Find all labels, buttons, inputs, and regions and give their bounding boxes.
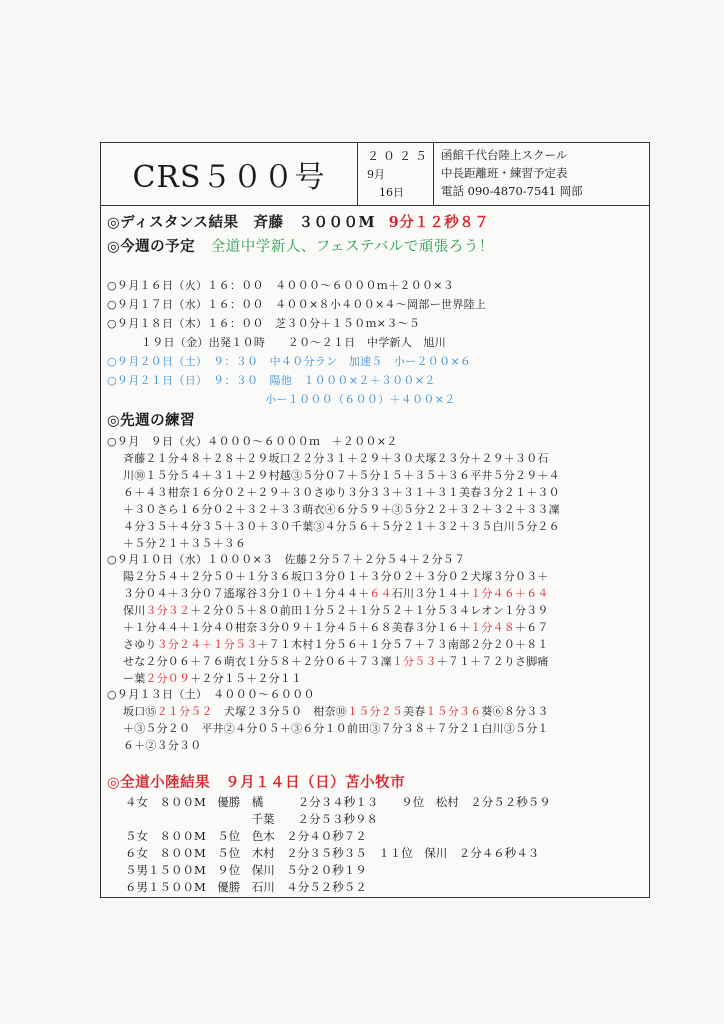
week-slogan: 全道中学新人、フェステバルで頑張ろう！ xyxy=(210,239,494,255)
schedule-line: ○９月１６日（火）１６：００ ４０００〜６０００ｍ＋２００×３ xyxy=(107,279,455,292)
result-row: 千葉 ２分５３秒９８ xyxy=(125,812,378,826)
session-line: ＋３０さら１６分０２＋３２＋３３萌衣④６分５９＋③５分２２＋３２＋３２＋３３凜 xyxy=(123,503,560,516)
schedule-line: 小ー１０００（６００）＋４００×２ xyxy=(107,393,456,406)
result-row: ５女 ８００M ５位 色木 ２分４０秒７２ xyxy=(125,829,367,843)
schedule-sheet xyxy=(100,142,650,898)
session-line: ６＋４３柑奈１６分０２＋２９＋３０さゆり３分３３＋３１＋３１美春３分２１＋３０ xyxy=(123,486,560,499)
header-table xyxy=(101,143,649,206)
issue-year: ２０２５ xyxy=(367,149,432,163)
schedule-line: １９日（金）出発１０時 ２０〜２１日 中学新人 旭川 xyxy=(107,336,446,349)
issue-day: 16日 xyxy=(379,186,404,199)
session-line: ＋５分２１＋３５＋３６ xyxy=(123,537,247,550)
session-line: ４分３５＋４分３５＋３０＋３０千葉③４分５６＋５分２１＋３２＋３５白川５分２６ xyxy=(123,520,560,533)
week-label: ◎今週の予定 xyxy=(107,238,196,255)
session-line: 保川３分３２＋２分０５＋８０前田１分５２＋１分５２＋１分５３４レオン１分３９ xyxy=(123,604,549,617)
session-line: ー葉２分０９＋２分１５＋２分１１ xyxy=(123,672,303,685)
session-line: 川⑩１５分５４＋３１＋２９村越③５分０７＋５分１５＋３５＋３６平井５分２９＋４ xyxy=(123,469,560,482)
session-line: 斉藤２１分４８＋２８＋２９坂口２２分３１＋２９＋３０犬塚２３分＋２９＋３０石 xyxy=(123,452,549,465)
session-line: ＋１分４４＋１分４０柑奈３分０９＋１分４５＋６８美春３分１６＋１分４８＋６７ xyxy=(123,621,549,634)
session-line: ＋③５分２０ 平井②４分０５＋③６分１０前田③７分３８＋７分２１白川③５分１ xyxy=(123,722,549,735)
session-line: 陽２分５４＋２分５０＋１分３６坂口３分０１＋３分０２＋３分０２犬塚３分０３＋ xyxy=(123,570,549,583)
result-row: ６女 ８００M ５位 木村 ２分３５秒３５ １１位 保川 ２分４６秒４３ xyxy=(125,846,540,860)
schedule-line: ○９月１７日（水）１６：００ ４００×８小４００×４〜岡部ー世界陸上 xyxy=(107,298,487,311)
distance-result xyxy=(107,211,489,232)
result-row: ６男１５００M 優勝 石川 ４分５２秒５２ xyxy=(125,880,367,894)
lastweek-heading: ◎先週の練習 xyxy=(107,412,196,429)
schedule-line: ○９月２０日（土） ９：３０ 中４０分ラン 加速５ 小ー２００×６ xyxy=(107,355,472,368)
result-row: ４女 ８００M 優勝 橘 ２分３４秒１３ ９位 松村 ２分５２秒５９ xyxy=(125,795,551,809)
session-heading: ○９月１３日（土） ４０００〜６０００ xyxy=(107,688,315,701)
issue-month: 9月 xyxy=(367,168,385,181)
schedule-line: ○９月２１日（日） ９：３０ 陽他 １０００×２＋３００×２ xyxy=(107,374,436,387)
session-line: ６＋②３分３０ xyxy=(123,739,202,752)
schedule-line: ○９月１８日（木）１６：００ 芝３０分＋１５０ｍ×３〜５ xyxy=(107,317,421,330)
org-name: 函館千代台陸上スクール xyxy=(441,148,568,162)
org-phone: 電話 090-4870-7541 岡部 xyxy=(441,184,583,198)
session-heading: ○９月１０日（水）１０００×３ 佐藤２分５７＋２分５４＋２分５７ xyxy=(107,553,466,566)
newsletter-title: CRS５００号 xyxy=(132,160,326,195)
distance-label: ◎ディスタンス結果 斉藤 ３０００M xyxy=(107,214,376,231)
results-heading: ◎全道小陸結果 ９月１４日（日）苫小牧市 xyxy=(107,774,406,791)
date-cell xyxy=(357,143,434,205)
distance-time: 9分１２秒８７ xyxy=(388,214,490,231)
org-subtitle: 中長距離班・練習予定表 xyxy=(441,166,568,180)
week-heading xyxy=(107,235,494,256)
session-line: 坂口⑮２１分５２ 犬塚２３分５０ 柑奈⑩１５分２５美春１５分３６葵⑥８分３３ xyxy=(123,705,549,718)
session-heading: ○９月 ９日（火）４０００〜６０００ｍ ＋２００×２ xyxy=(107,435,398,448)
session-line: せな２分０６＋７６萌衣１分５８＋２分０６＋７３凜１分５３＋７１＋７２りさ脚痛 xyxy=(123,655,549,668)
title-cell xyxy=(101,143,358,205)
org-info xyxy=(441,146,649,200)
session-line: さゆり３分２４＋１分５３＋７１木村１分５６＋１分５７＋７３南部２分２０＋８１ xyxy=(123,638,549,651)
session-line: ３分０４＋３分０７遙塚谷３分１０＋１分４４＋６４石川３分１４＋１分４６＋６４ xyxy=(123,587,549,600)
result-row: ５男１５００M ９位 保川 ５分２０秒１９ xyxy=(125,863,367,877)
